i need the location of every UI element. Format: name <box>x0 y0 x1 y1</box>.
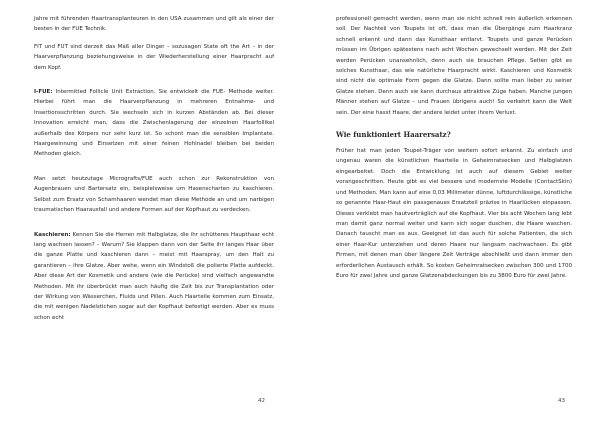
left-p4-line: Man setzt heutzutage Micrografts/FUE auch schon zur Rekonstruktion <box>34 175 258 182</box>
left-p3-line: sehr kurz ist. So schont man die sensiblen Implantate. Haargewinnung <box>34 130 274 148</box>
left-p3-line: Intermitted Follicle Unit Extraction. Sie entwickelt die FUE- <box>52 89 226 96</box>
left-paragraph-4 <box>34 174 274 216</box>
right-page <box>300 0 600 424</box>
right-p2-line: genannte Haar-Haut ein passgenaues Ersatzteil präzise in Haarlücken <box>344 200 541 207</box>
left-paragraph-1 <box>34 14 274 35</box>
left-paragraph-kaschieren <box>34 230 274 324</box>
left-page-text-column <box>34 14 274 323</box>
right-p2-line: ganze Glatzenabdeckungen bis zu 3800 Euro für zwei Jahre. <box>401 272 567 279</box>
right-p2-line: kann auf eine 0,03 Millimeter dünne, luftdurchlässige, künstliche so <box>336 189 572 207</box>
left-p5-line: sogar auf der Kopfhaut befestigt werden. Aber es muss schon echt <box>34 304 274 321</box>
right-p2-line: Firmen, mit denen man über längere Zeit Verträge abschließt und dann <box>336 252 540 259</box>
left-p4-line: von Augenbrauen und Bartersatz ein, beispielsweise um Hasenscharten <box>34 175 274 193</box>
right-p2-line: einpassen. Dieses verklebt man hautverträglich auf die Kopfhaut. Vier <box>336 200 572 217</box>
right-p1-line: nach acht Wochen gewechselt werden. Mit der Zeit werden Perücken <box>336 47 572 64</box>
right-p1-line: Kosmetik sind nicht die optimale Form gegen die Glatze. Dann sollte <box>336 68 573 85</box>
right-p1-line: entlarvt. Toupets und ganze Perücken müssen im Übrigen spätestens <box>336 36 573 54</box>
right-p2-line: sogar duschen, die Haare waschen. Danach tauscht man es aus. <box>336 220 572 238</box>
left-p4-line: Formen auf der Kopfhaut zu verdecken. <box>141 207 251 214</box>
right-p2-line: Geheimratsecken zwischen 300 und 1700 Euro für zwei Jahre und <box>336 262 572 279</box>
left-p2-line: Wiederherstellung einer Haarpracht auf dem Kopf. <box>34 54 275 71</box>
left-p4-line: zu kaschieren. Selbst zum Ersatz von Schamhaaren wendet man diese <box>34 186 274 203</box>
left-p1-line: Jahre mit führenden Haartransplanteuren in den USA zusammen und <box>34 16 227 22</box>
left-p3-line: Entnahme- und Insertionsschritten durch. Sie wechseln sich in kurzen <box>34 99 275 116</box>
left-paragraph-2 <box>34 42 274 73</box>
right-page-text-column <box>336 14 572 281</box>
left-p3-line: und Einsetzen mit einer feinen Hohlnadel bleiben bei beiden Methoden <box>34 141 275 158</box>
right-p1-line: unansehnlich, denn auch sie brauchen Pflege. Selten gibt es solches <box>336 57 572 75</box>
right-p2-line: bessere und modernste Modelle (ContactSkin) und Methoden. Man <box>336 179 573 196</box>
right-p1-line: man lieber zu seiner Glatze stehen. Denn auch sie kann durchaus <box>336 78 573 95</box>
left-p5-line: der Kosmetik und andere (wie die Perücke) sind vielfach angewandte <box>77 273 275 280</box>
right-p2-line: Geeignet ist das auch für solche Patienten, die sich einer Haar-Kur <box>336 231 573 248</box>
ifue-term: I-FUE: <box>34 89 53 96</box>
right-p2-line: ist auch auf diesem Gebiet weiter vorangeschritten. Heute gibt es viel <box>336 168 572 186</box>
left-p3-line: Zwischenlagerung der einzelnen Haarfollikel außerhalb des Körpers nur <box>34 120 274 137</box>
right-p1-line: Haare, der andere leidet unter ihrem Verlust. <box>392 109 517 116</box>
right-p1-line: äußerlich erkennen soll. Der Nachteil von Toupets ist oft, dass man die <box>336 16 572 33</box>
right-p1-line: Kunsthaar, das wie natürliche Haarpracht wirkt. Kaschieren und <box>359 68 544 75</box>
left-paragraph-ifue <box>34 87 274 160</box>
left-p5-line: Kennen Sie die Herren mit Halbglatze, die ihr schütteres <box>70 231 229 238</box>
right-p2-line: Geheimratsecken und Halbglatzen eingearbeitet. Doch die Entwicklung <box>336 158 573 175</box>
right-paragraph-2 <box>336 146 572 281</box>
right-p1-line: Frauen übrigens auch! So verkehrt kann die Welt sein. Der eine hasst <box>336 99 573 116</box>
left-p3-line: Methode weiter. Hierbei führt man die Haarverpflanzung in mehreren <box>34 89 275 106</box>
page-number-left: 42 <box>258 398 265 404</box>
right-paragraph-1 <box>336 14 572 118</box>
left-p1-line: gilt als einer der besten in der FUE Technik. <box>34 16 274 33</box>
left-p5-line: wehe, wenn ein Windstoß die polierte Platte aufdeckt. Aber diese Art <box>34 262 275 280</box>
right-p2-line: Früher hat man jeden Toupet-Träger von weitem sofort erkannt. Zu <box>336 148 535 155</box>
left-p2-line: FIT und FUT sind derzeit das Maß aller Dinger – sozusagen State oft <box>34 43 228 50</box>
left-p3-line: Abständen ab. Bei dieser Innovation erreicht man, dass die <box>34 109 274 127</box>
right-p2-line: einfach und ungenau waren die künstlichen Haarteile in <box>336 148 572 165</box>
right-p2-line: bis acht Wochen lang lebt man damit ganz normal weiter und kann sich <box>336 210 573 227</box>
right-p1-line: professionell gemacht werden, wenn man sie nicht schnell rein <box>336 16 516 22</box>
left-p4-line: Methode an und um narbigen traumatischen Haarausfall und andere <box>34 196 274 214</box>
page-number-right: 43 <box>558 398 565 404</box>
kaschieren-term: Kaschieren: <box>34 231 71 238</box>
left-p5-line: der Seite ihr langes Haar über die ganze Platte und kaschieren dann – <box>34 241 275 259</box>
right-p1-line: attraktive Züge haben. Manche jungen Männer stehen auf Glatze – und <box>336 88 572 106</box>
right-p2-line: immer den erforderlichen Austausch erhält. So kosten <box>336 252 573 269</box>
left-p5-line: Methoden. Mit ihr überbrückt man auch häufig die Zeit bis zur <box>34 283 214 290</box>
section-heading: Wie funktioniert Haarersatz? <box>336 130 451 140</box>
right-p1-line: Übergänge zum Haarkranz schnell erkennt und dann das Kunsthaar <box>336 26 573 43</box>
left-p5-line: Transplantation oder der Wirkung von Wässerchen, Fluids und Pillen. <box>34 283 274 300</box>
left-p5-line: Auch Haarteile kommen zum Einsatz, die mit wenigen Nadelstichen <box>34 293 274 311</box>
left-p3-line: gleich. <box>63 151 82 158</box>
right-p2-line: unterziehen und deren Haare nur langsam nachwachsen. Es gibt <box>380 241 572 248</box>
left-p5-line: Haupthaar echt lang wachsen lassen? – Warum? Sie klappen dann von <box>34 231 274 248</box>
left-p2-line: the Art – in der Haarverpflanzung beziehungsweise in der <box>34 43 274 61</box>
left-p5-line: meist mit Haarspray, um den Halt zu garantieren – ihre Glatze. Aber <box>34 252 274 269</box>
